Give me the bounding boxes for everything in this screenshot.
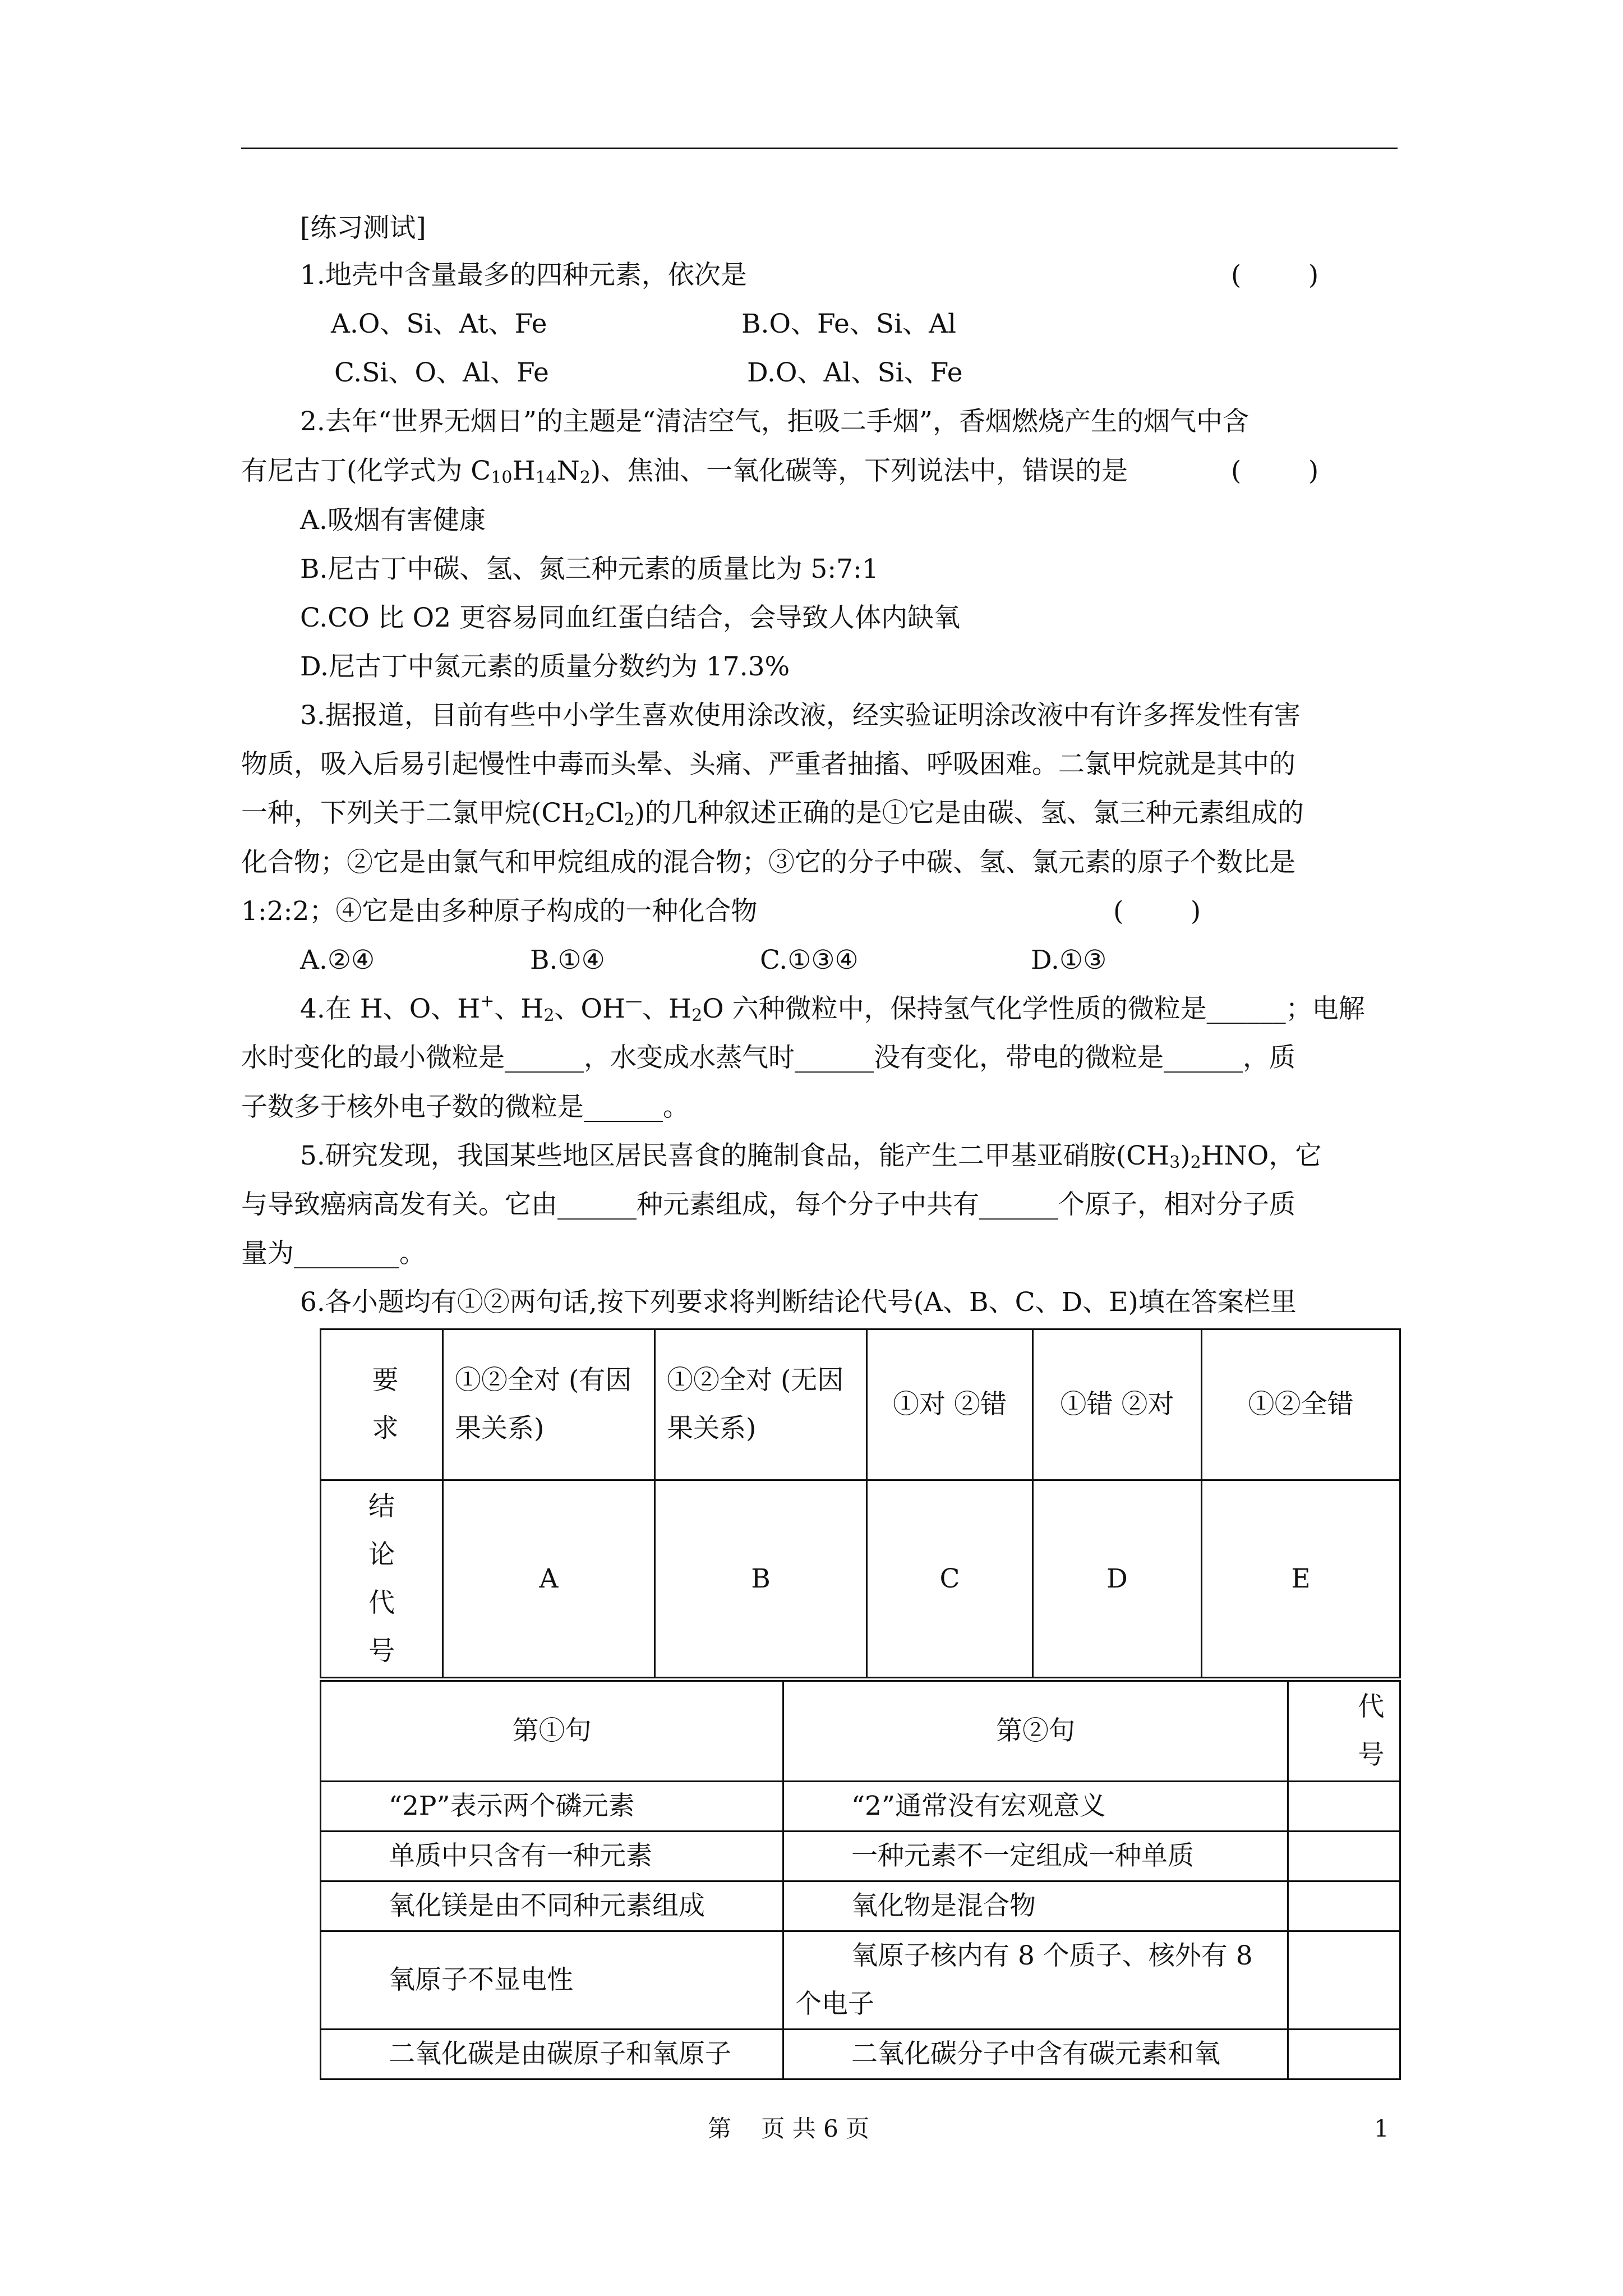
col-header-sentence2: 第②句 — [783, 1681, 1288, 1782]
row5-sentence2: 二氧化碳分子中含有碳元素和氧 — [783, 2030, 1288, 2079]
q1-stem: 1.地壳中含量最多的四种元素，依次是 — [300, 260, 747, 291]
code-b: B — [655, 1480, 867, 1678]
q3-option-a: A.②④ — [300, 945, 375, 976]
q2-option-d: D.尼古丁中氮元素的质量分数约为 17.3% — [300, 651, 790, 682]
req-header-c: ①对 ②错 — [867, 1329, 1033, 1480]
req-header-b: ①②全对 (无因果关系) — [655, 1329, 867, 1480]
col-header-code-cell — [1288, 1681, 1400, 1782]
q2-option-c: C.CO 比 O2 更容易同血红蛋白结合，会导致人体内缺氧 — [300, 602, 960, 633]
conclusion-label-cell — [321, 1480, 443, 1678]
row5-code[interactable] — [1288, 2030, 1400, 2079]
q6-stem: 6.各小题均有①②两句话,按下列要求将判断结论代号(A、B、C、D、E)填在答案栏里 — [300, 1287, 1297, 1318]
table-row — [321, 1931, 1400, 2030]
row5-sentence1: 二氧化碳是由碳原子和氧原子 — [321, 2030, 783, 2079]
page-footer-text: 第 页 共 6 页 — [708, 2115, 870, 2142]
q3-line3: 一种，下列关于二氯甲烷$(CH_2Cl_2)$的几种叙述正确的是①它是由碳、氢、氯三种元素组成的 — [241, 798, 1304, 830]
q1-option-b: B.O、Fe、Si、Al — [741, 309, 957, 339]
conclusion-code-table — [320, 1328, 1401, 1678]
q3-option-c: C.①③④ — [760, 945, 859, 976]
q4-line3: 子数多于核外电子数的微粒是______。 — [241, 1092, 689, 1122]
page-number: 1 — [1374, 2115, 1389, 2142]
table-row — [321, 1881, 1400, 1931]
row4-code[interactable] — [1288, 1931, 1400, 2030]
header-rule — [241, 148, 1398, 149]
q3-option-d: D.①③ — [1031, 945, 1107, 976]
q4-line1: 4.在 H、O、H+、$H_2$、OH—、$H_2O$ 六种微粒中，保持氢气化学性质的微粒是______；电解 — [300, 991, 1365, 1025]
sentence-table-header — [321, 1681, 1400, 1782]
row2-code[interactable] — [1288, 1832, 1400, 1881]
q5-line2: 与导致癌病高发有关。它由______种元素组成，每个分子中共有______个原子，相对分子质 — [241, 1189, 1295, 1220]
q3-line4: 化合物；②它是由氯气和甲烷组成的混合物；③它的分子中碳、氢、氯元素的原子个数比是 — [241, 847, 1295, 878]
requirement-label-cell — [321, 1329, 443, 1480]
row2-sentence1: 单质中只含有一种元素 — [321, 1832, 783, 1881]
q3-line1: 3.据报道，目前有些中小学生喜欢使用涂改液，经实验证明涂改液中有许多挥发性有害 — [300, 700, 1301, 731]
requirement-row — [321, 1329, 1400, 1480]
q2-answer-bracket: ( ) — [1231, 455, 1319, 486]
table-row — [321, 2030, 1400, 2079]
q3-option-b: B.①④ — [530, 945, 605, 976]
code-d: D — [1033, 1480, 1202, 1678]
q5-line1: 5.研究发现，我国某些地区居民喜食的腌制食品，能产生二甲基亚硝胺$(CH_3)_2HNO$，它 — [300, 1140, 1322, 1172]
row1-sentence2: “2”通常没有宏观意义 — [783, 1782, 1288, 1832]
row3-code[interactable] — [1288, 1881, 1400, 1931]
q1-option-c: C.Si、O、Al、Fe — [334, 357, 549, 388]
q1-option-d: D.O、Al、Si、Fe — [747, 357, 963, 388]
q2-line2: 有尼古丁(化学式为 $C_{10}H_{14}N_2$)、焦油、一氧化碳等，下列说法中，错误的是 — [241, 455, 1128, 487]
q2-option-a: A.吸烟有害健康 — [300, 505, 486, 536]
req-header-e: ①②全错 — [1202, 1329, 1400, 1480]
row2-sentence2: 一种元素不一定组成一种单质 — [783, 1832, 1288, 1881]
conclusion-label: 结论代号 — [368, 1490, 395, 1667]
conclusion-code-row — [321, 1480, 1400, 1678]
row1-sentence1: “2P”表示两个磷元素 — [321, 1782, 783, 1832]
requirement-label: 要求 — [372, 1365, 399, 1444]
q2-option-b: B.尼古丁中碳、氢、氮三种元素的质量比为 5:7:1 — [300, 554, 879, 585]
q4-line2: 水时变化的最小微粒是______，水变成水蒸气时______没有变化，带电的微粒是______，质 — [241, 1042, 1295, 1073]
row3-sentence2: 氧化物是混合物 — [783, 1881, 1288, 1931]
row3-sentence1: 氧化镁是由不同种元素组成 — [321, 1881, 783, 1931]
q2-line1: 2.去年“世界无烟日”的主题是“清洁空气，拒吸二手烟”，香烟燃烧产生的烟气中含 — [300, 406, 1249, 437]
col-header-sentence1: 第①句 — [321, 1681, 783, 1782]
code-e: E — [1202, 1480, 1400, 1678]
table-row — [321, 1832, 1400, 1881]
section-title: [练习测试] — [300, 213, 426, 243]
row4-sentence2: 氧原子核内有 8 个质子、核外有 8 个电子 — [783, 1931, 1288, 2030]
q3-answer-bracket: ( ) — [1113, 896, 1201, 927]
code-c: C — [867, 1480, 1033, 1678]
row4-sentence1: 氧原子不显电性 — [321, 1931, 783, 2030]
req-header-a: ①②全对 (有因果关系) — [443, 1329, 655, 1480]
col-header-code: 代号 — [1358, 1691, 1385, 1770]
row1-code[interactable] — [1288, 1782, 1400, 1832]
table-row — [321, 1782, 1400, 1832]
code-a: A — [443, 1480, 655, 1678]
q3-line5: 1:2:2；④它是由多种原子构成的一种化合物 — [241, 896, 758, 927]
sentence-judgement-table — [320, 1680, 1401, 2080]
q1-option-a: A.O、Si、At、Fe — [331, 309, 547, 339]
req-header-d: ①错 ②对 — [1033, 1329, 1202, 1480]
q1-answer-bracket: ( ) — [1231, 260, 1319, 291]
q5-line3: 量为________。 — [241, 1238, 426, 1269]
q3-line2: 物质，吸入后易引起慢性中毒而头晕、头痛、严重者抽搐、呼吸困难。二氯甲烷就是其中的 — [241, 749, 1295, 780]
